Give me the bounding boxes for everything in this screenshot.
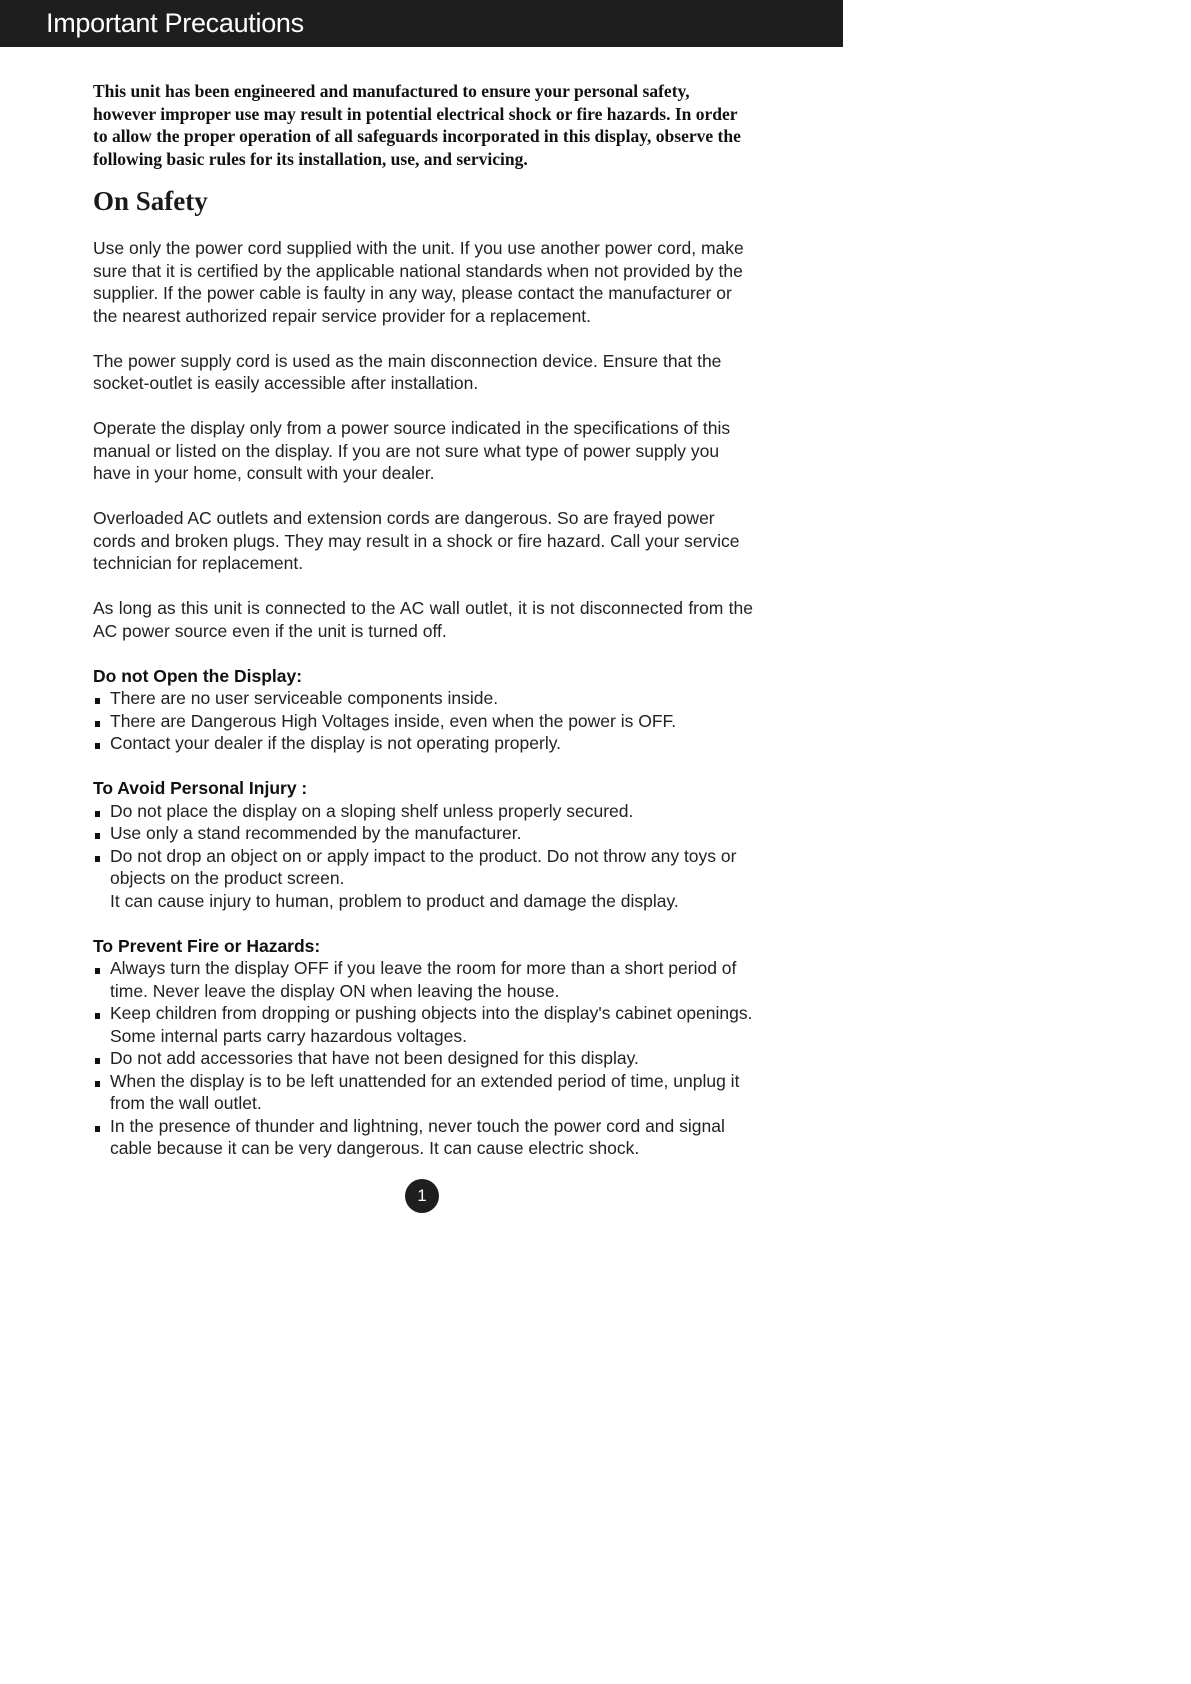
list-item-note: It can cause injury to human, problem to product and damage the display. (110, 890, 679, 911)
list-item (93, 845, 753, 913)
bullet-square-icon (95, 833, 100, 839)
list-item (93, 800, 753, 823)
bullet-square-icon (95, 743, 100, 749)
list-item-text: When the display is to be left unattended for an extended period of time, unplug it from the wall outlet. (110, 1070, 740, 1113)
document-body (93, 80, 753, 1182)
section-title: On Safety (93, 186, 208, 216)
header-title: Important Precautions (46, 8, 304, 38)
group-heading-personal-injury: To Avoid Personal Injury : (93, 778, 308, 798)
bullet-list-personal-injury (93, 800, 753, 913)
list-item-text: Keep children from dropping or pushing objects into the display's cabinet openings. Some internal parts carry hazardous voltages. (110, 1003, 753, 1046)
group-heading-do-not-open: Do not Open the Display: (93, 665, 303, 686)
page-number-badge (405, 1179, 439, 1213)
intro-paragraph: This unit has been engineered and manufactured to ensure your personal safety, however improper use may result in potential electrical shock or fire hazards. In order to allow the proper operation of all safeguards incorporated in this display, observe the following basic rules for its installation, use, and servicing. (93, 81, 741, 169)
bullet-square-icon (95, 698, 100, 704)
page-header (0, 0, 843, 47)
list-item (93, 732, 753, 755)
list-item-text: There are no user serviceable components inside. (110, 688, 499, 708)
bullet-square-icon (95, 1081, 100, 1087)
list-item-text: Do not drop an object on or apply impact to the product. Do not throw any toys or objects on the product screen. (110, 845, 737, 888)
paragraph-power-cord: Use only the power cord supplied with the unit. If you use another power cord, make sure that it is certified by the applicable national standards when not provided by the supplier. If the power cable is faulty in any way, please contact the manufacturer or the nearest authorized repair service provider for a replacement. (93, 238, 744, 326)
list-item (93, 1070, 753, 1115)
list-item-text: There are Dangerous High Voltages inside, even when the power is OFF. (110, 710, 677, 731)
group-heading-prevent-fire: To Prevent Fire or Hazards: (93, 935, 321, 956)
bullet-square-icon (95, 1013, 100, 1019)
list-item (93, 1002, 753, 1047)
list-item (93, 957, 753, 1002)
paragraph-power-source: Operate the display only from a power source indicated in the specifications of this manual or listed on the display. If you are not sure what type of power supply you have in your home, consult with your dealer. (93, 418, 731, 483)
paragraph-ac-connection: As long as this unit is connected to the AC wall outlet, it is not disconnected from the AC power source even if the unit is turned off. (93, 598, 753, 641)
bullet-list-prevent-fire (93, 957, 753, 1160)
list-item-text: Do not add accessories that have not been designed for this display. (110, 1048, 639, 1068)
bullet-square-icon (95, 721, 100, 727)
list-item-text: In the presence of thunder and lightning, never touch the power cord and signal cable because it can be very dangerous. It can cause electric shock. (110, 1115, 725, 1158)
bullet-square-icon (95, 856, 100, 862)
list-item (93, 1115, 753, 1160)
bullet-list-do-not-open (93, 687, 753, 755)
paragraph-overloaded-outlets: Overloaded AC outlets and extension cords are dangerous. So are frayed power cords and broken plugs. They may result in a shock or fire hazard. Call your service technician for replacement. (93, 508, 740, 573)
list-item-text: Do not place the display on a sloping shelf unless properly secured. (110, 800, 634, 821)
bullet-square-icon (95, 811, 100, 817)
list-item-text: Use only a stand recommended by the manufacturer. (110, 823, 522, 843)
page-number: 1 (417, 1186, 427, 1205)
list-item (93, 710, 753, 733)
list-item (93, 687, 753, 710)
list-item-text: Always turn the display OFF if you leave the room for more than a short period of time. Never leave the display ON when leaving the house. (110, 958, 737, 1001)
bullet-square-icon (95, 1058, 100, 1064)
bullet-square-icon (95, 968, 100, 974)
list-item (93, 1047, 753, 1070)
list-item (93, 822, 753, 845)
paragraph-disconnect-device: The power supply cord is used as the main disconnection device. Ensure that the socket-outlet is easily accessible after installation. (93, 350, 722, 393)
bullet-square-icon (95, 1126, 100, 1132)
list-item-text: Contact your dealer if the display is not operating properly. (110, 733, 562, 753)
